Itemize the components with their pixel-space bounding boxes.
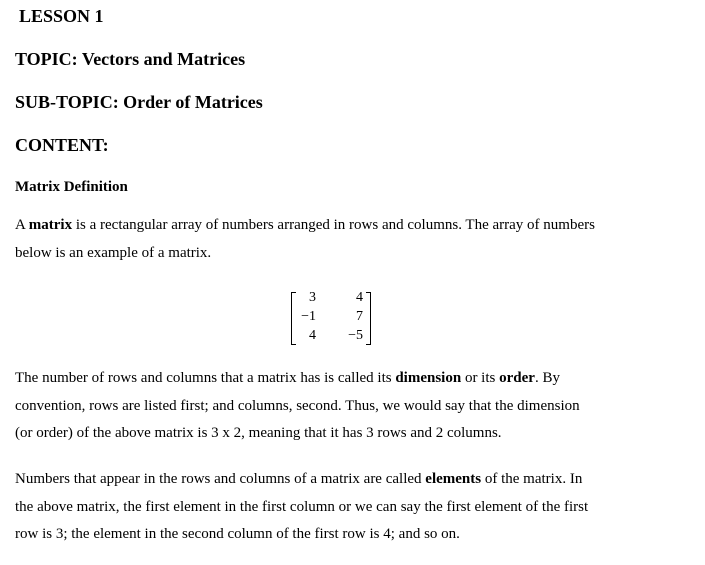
text-run: or its xyxy=(461,370,500,386)
topic-heading: TOPIC: Vectors and Matrices xyxy=(15,49,246,69)
paragraph-elements xyxy=(15,466,695,549)
lesson-heading: LESSON 1 xyxy=(19,6,104,26)
example-matrix xyxy=(287,290,373,344)
matrix-cell: 4 xyxy=(309,328,316,343)
term-dimension: dimension xyxy=(395,370,462,386)
matrix-cell: −5 xyxy=(348,328,363,343)
paragraph-line: (or order) of the above matrix is 3 x 2, meaning that it has 3 rows and 2 columns. xyxy=(15,425,502,441)
term-elements: elements xyxy=(425,471,482,487)
paragraph-line: row is 3; the element in the second column of the first row is 4; and so on. xyxy=(15,526,460,542)
text-run: Numbers that appear in the rows and columns of a matrix are called xyxy=(15,471,426,487)
text-run: A xyxy=(15,217,29,233)
paragraph-line xyxy=(15,212,695,240)
term-order: order xyxy=(499,370,535,386)
subtopic-heading: SUB-TOPIC: Order of Matrices xyxy=(15,92,263,112)
paragraph-matrix-definition xyxy=(15,212,695,267)
matrix-cell: 4 xyxy=(356,290,363,305)
matrix-right-bracket xyxy=(366,292,371,345)
matrix-cell: 7 xyxy=(356,309,363,324)
text-run: . By xyxy=(534,370,560,386)
paragraph-line: convention, rows are listed first; and columns, second. Thus, we would say that the dimension xyxy=(15,397,580,414)
text-run: of the matrix. In xyxy=(481,471,583,487)
content-heading: CONTENT: xyxy=(15,135,109,155)
paragraph-line: the above matrix, the first element in the first column or we can say the first element of the first xyxy=(15,498,589,515)
term-matrix: matrix xyxy=(28,217,73,233)
paragraph-dimension xyxy=(15,365,695,448)
text-run: The number of rows and columns that a matrix has is called its xyxy=(15,370,396,386)
paragraph-line: below is an example of a matrix. xyxy=(15,244,212,261)
matrix-cell: 3 xyxy=(309,290,316,305)
text-run: is a rectangular array of numbers arranged in rows and columns. The array of numbers xyxy=(72,217,595,233)
matrix-cell: −1 xyxy=(301,309,316,324)
section-heading-matrix-definition: Matrix Definition xyxy=(15,179,128,195)
paragraph-line xyxy=(15,365,695,393)
paragraph-line xyxy=(15,466,695,494)
